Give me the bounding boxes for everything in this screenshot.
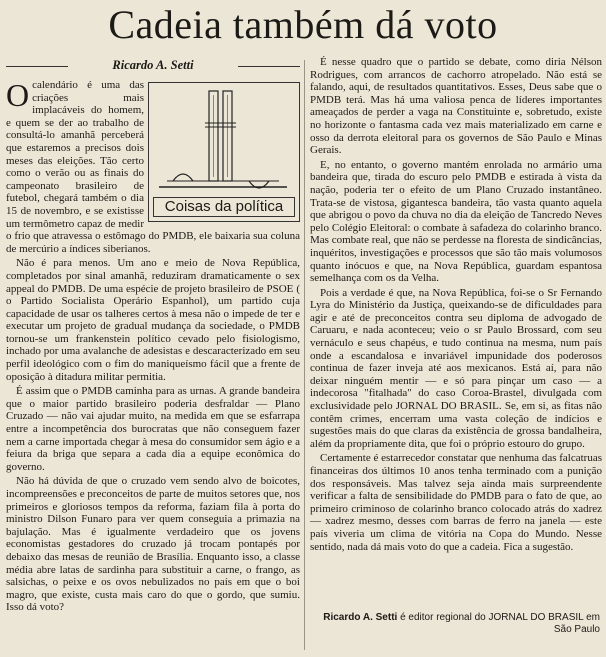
section-title: Coisas da política xyxy=(153,197,295,217)
headline: Cadeia também dá voto xyxy=(108,2,498,47)
author-note xyxy=(310,612,600,636)
byline: Ricardo A. Setti xyxy=(112,58,194,72)
paragraph-text: calendário é uma das criações mais implacáveis do homem, e quem se der ao trabalho de consultá-lo amanhã perceberá que estaremos a precisos dois meses das eleições. Tão certo como o verão ou as finais do campeonato brasileiro de futebol, chegará também o dia 15 de novembro, e se existisse um termômetro capaz de medir o frio que atravessa o estômago do PMDB, ele baixaria sua coluna de mercúrio a índices siberianos. xyxy=(6,79,300,255)
paragraph xyxy=(6,79,300,255)
paragraph: Certamente é estarrecedor constatar que nenhuma das falcatruas financeiras dos últimos 10 anos tenha terminado com a punição dos responsáveis. Mas talvez seja ainda mais surpreendente verificar a falta de sensibilidade do PMDB para o fato de que, ao primeiro criminoso de colarinho branco colocado atrás do xadrez — xadrez mesmo, desses com barras de ferro na janela — este país viveria um clima de vitória na Copa do Mundo. Nesse sentido, nada dá mais voto do que a cadeia. Fica a sugestão. xyxy=(310,452,602,553)
paragraph: É nesse quadro que o partido se debate, como diria Nélson Rodrigues, com arrancos de cachorro atropelado. Não está se falando, aqui, de resultados quantitativos. Esses, Deus sabe que o PMDB terá. Mas há uma valiosa penca de líderes importantes ameaçados de perder a vaga na Constituinte e, sobretudo, existe no horizonte o fantasma cada vez mais materializado em carne e osso da derrota eleitoral para os governos de São Paulo e Minas Gerais. xyxy=(310,56,602,157)
drop-cap: O xyxy=(6,77,30,113)
paragraph: E, no entanto, o governo mantém enrolada no armário uma bandeira que, tirada do escuro pelo PMDB e estirada à vista da nação, poderia ter o efeito de um Plano Cruzado instantâneo. Trata-se de vistosa, gigantesca bandeira, tão vasta quanto aquela que abrigou o povo da chuva no dia da eleição de Tancredo Neves pelo Colégio Eleitoral: o combate à safadeza do colarinho branco. Mas combate real, que não se perdesse na floresta de sindicâncias, inquéritos, investigações e processos que são tão mais volumosos quanto inócuos e que, na Nova República, guardam espantosa semelhança com os da Velha. xyxy=(310,158,602,285)
right-column xyxy=(310,56,602,553)
author-name: Ricardo A. Setti xyxy=(323,612,398,623)
section-box xyxy=(148,82,300,222)
author-description: é editor regional do JORNAL DO BRASIL em São Paulo xyxy=(400,612,600,635)
left-column xyxy=(6,79,300,614)
paragraph: Pois a verdade é que, na Nova República, foi-se o Sr Fernando Lyra do Ministério da Justiça, queixando-se de dificuldades para agir e até de preconceitos contra seu diploma de advogado de Caruaru, e nada aconteceu; veio o sr Paulo Brossard, com seu vernáculo e seus chapéus, e tudo continua na mesma, num país onde a escandalosa e invariável impunidade dos poderosos continua de fazer inveja até aos mexicanos. Está aí, para não deixar ninguém mentir — e só para pinçar um caso — a indecorosa "fitalhada" do caso Coroa-Brastel, divulgada com exclusividade pelo JORNAL DO BRASIL. Se, em si, as fitas não contêm crimes, encerram uma vasta coleção de indícios e sugestões mais do que claras da existência de grossa bandalheira, além da propriamente dita, que foi o próprio estouro do grupo. xyxy=(310,286,602,450)
paragraph: É assim que o PMDB caminha para as urnas. A grande bandeira que o maior partido brasileiro poderia desfraldar — Plano Cruzado — não vai ajudar muito, na medida em que se esfarrapa entre a incompetência dos burocratas que não conseguem fazer nem a carne importada chegar à mesa do consumidor sem ágio e a feiura da briga que separa a cada dia a equipe econômica do governo. xyxy=(6,385,300,473)
column-divider xyxy=(304,60,305,650)
paragraph: Não há dúvida de que o cruzado vem sendo alvo de boicotes, incompreensões e preconceitos de parte de muitos setores que, nos primeiros e gloriosos tempos da reforma, faziam fila à porta do ministro Dilson Funaro para ver quem conseguia a primazia na bajulação. Mas é igualmente verdadeiro que os jovens economistas gestadores do cruzado já trocam pontapés por debaixo das mesas de reunião de Brasília. Enquanto isso, a classe média abre latas de sardinha para substituir a carne, o frango, as salsichas, o peixe e os ovos nebulizados no país em que o boi magro, que existe, custa mais caro do que o gordo, que sumiu. Isso dá voto? xyxy=(6,475,300,614)
byline-rule-left xyxy=(6,66,68,67)
byline-row xyxy=(6,58,300,76)
paragraph: Não é para menos. Um ano e meio de Nova República, completados por sinal amanhã, reduziram dramaticamente o sex appeal do PMDB. De uma espécie de projeto brasileiro de PSOE ( o Partido Socialista Operário Espanhol), um partido cuja capacidade de usar os talheres certos à mesa não o impede de ter e executar um projeto de gradual mudança da sociedade, o PMDB tornou-se um frankenstein político cevado pelo fisiologismo, inchado por uma avalanche de adesistas e descaracterizado em seu perfil ideológico com o fim do maniqueísmo fácil que a frente de oposição à ditadura militar permitia. xyxy=(6,257,300,383)
congress-building-icon xyxy=(149,83,297,195)
byline-rule-right xyxy=(238,66,300,67)
